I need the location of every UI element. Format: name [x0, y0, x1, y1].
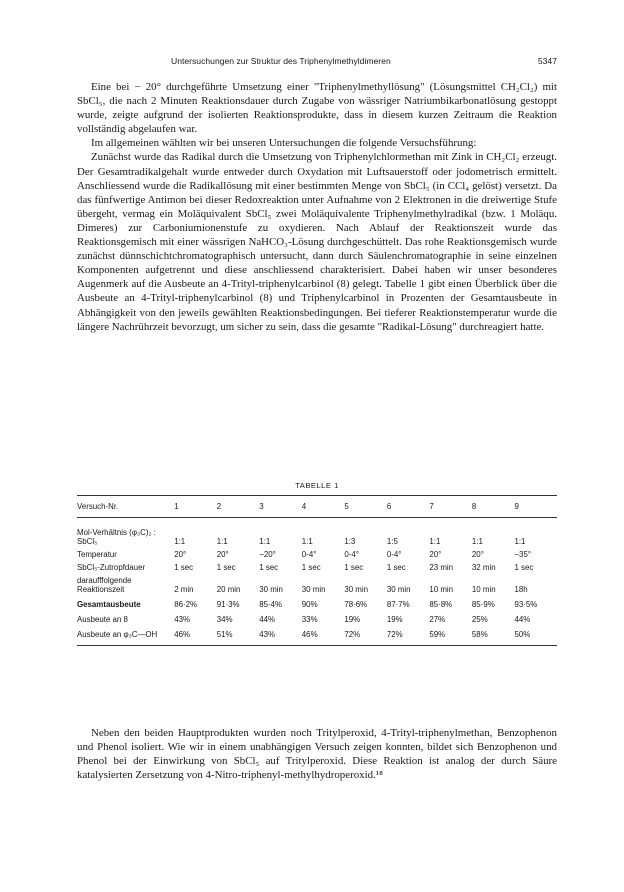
table-column-header: 4 — [302, 496, 345, 518]
table-body — [77, 518, 557, 646]
table-cell: 91·3% — [216, 600, 240, 609]
table-row — [77, 546, 557, 559]
table-cell: 1 sec — [514, 563, 534, 572]
table-cell: 0-4° — [301, 550, 317, 559]
table-cell: 78·6% — [344, 600, 368, 609]
paragraph-procedure: Zunächst wurde das Radikal durch die Umsetzung von Triphenylchlormethan mit Zink in CH₂Cl₂ erzeugt. Der Gesamtradikalgehalt wurde entweder durch Oxydation mit Luftsauerstoff oder jodometrisch ermittelt. Anschliessend wurde die Radikallösung mit einer bestimmten Menge von SbCl₅ (in CCl₄ gelöst) versetzt. Da das fünfwertige Antimon bei dieser Redoxreaktion unter Aufnahme von 2 Elektronen in die dreiwertige Stufe übergeht, vermag ein Moläquivalent SbCl₅ zwei Moläquivalente Triphenylmethylradikal (bzw. 1 Moläqu. Dimeres) zur Carboniumionenstufe zu oxydieren. Nach Ablauf der Reaktionszeit wurde das Reaktionsgemisch mit einer wässrigen NaHCO₃-Lösung durchgeschüttelt. Das rohe Reaktionsgemisch wurde zunächst dünnschichtchromatographisch untersucht, dann durch Säulenchromatographie in seine einzelnen Komponenten aufgetrennt und diese anschliessend charakterisiert. Dabei haben wir unser besonderes Augenmerk auf die Ausbeute an 4-Trityl-triphenylcarbinol (8) gelegt. Tabelle 1 gibt einen Überblick über die Ausbeute an 4-Trityl-triphenylcarbinol (8) und Triphenylcarbinol in Prozenten der Gesamtausbeute in Abhängigkeit von den jeweils gewählten Reaktionsbedingungen. Bei tieferer Reaktionstemperatur wurde die längere Nachrührzeit bevorzugt, um sicher zu sein, dass die gesamte "Radikal-Lösung" durchreagiert hatte. — [77, 151, 557, 333]
table-column-header: 3 — [259, 496, 302, 518]
running-header — [77, 56, 557, 70]
table-row — [77, 609, 557, 624]
table-row-label: SbCl₅-Zutropfdauer — [77, 563, 146, 572]
table-cell: 18h — [514, 585, 528, 594]
table-cell: 2 min — [174, 585, 194, 594]
table-cell: 0-4° — [344, 550, 359, 559]
table-cell: 86·2% — [174, 600, 198, 609]
table-cell: 30 min — [259, 585, 283, 594]
table-cell: 1:5 — [386, 537, 398, 546]
table-row — [77, 594, 557, 609]
table-column-header: 1 — [174, 496, 217, 518]
table-row — [77, 572, 557, 594]
paragraph-intro: Eine bei − 20° durchgeführte Umsetzung einer "Triphenylmethyllösung" (Lösungsmittel CH₂Cl₂) mit SbCl₅, die nach 2 Minuten Reaktionsdauer durch Zugabe von wässriger Natriumbikarbonatlösung gestoppt wurde, zeigte aufgrund der isolierten Reaktionsprodukte, dass in diesem kurzen Zeitraum die Reaktion vollständig abgelaufen war. — [77, 81, 557, 136]
table-cell: 1:1 — [216, 537, 228, 546]
table-column-header: 6 — [387, 496, 430, 518]
table-row-label: Temperatur — [77, 550, 117, 559]
table-cell: 1:1 — [259, 537, 271, 546]
table-column-header: 7 — [429, 496, 472, 518]
table-row-label: Ausbeute an φ₃C—OH — [77, 624, 174, 646]
table-cell: 44% — [514, 615, 531, 624]
table-cell: 90% — [301, 600, 318, 609]
table-cell: 50% — [514, 624, 557, 646]
table-cell: 1:3 — [344, 537, 356, 546]
table-cell: 1:1 — [514, 537, 526, 546]
table-cell: 72% — [344, 624, 387, 646]
table-cell: 1:1 — [301, 537, 313, 546]
table-cell: 43% — [259, 624, 302, 646]
table-cell: 1 sec — [259, 563, 279, 572]
table-cell: 27% — [429, 615, 446, 624]
table-cell: 1:1 — [429, 537, 441, 546]
table-cell: 51% — [217, 624, 260, 646]
running-title: Untersuchungen zur Struktur des Triphenylmethyldimeren — [171, 56, 391, 66]
table-row-label: daraufffolgende Reaktionszeit — [77, 576, 132, 594]
table-cell: 19% — [344, 615, 361, 624]
table-cell: 1 sec — [344, 563, 364, 572]
table-cell: 85·8% — [429, 600, 453, 609]
table-cell: 19% — [386, 615, 403, 624]
table-cell: 1 sec — [216, 563, 236, 572]
table-row-label: Ausbeute an 8 — [77, 615, 128, 624]
page-number: 5347 — [537, 56, 557, 66]
table-cell: 43% — [174, 615, 190, 624]
table-cell: 10 min — [429, 585, 454, 594]
table-row — [77, 518, 557, 547]
paragraph-procedure-lead: Im allgemeinen wählten wir bei unseren Untersuchungen die folgende Versuchsführung: — [91, 137, 477, 150]
results-table — [77, 495, 557, 646]
table-column-header: 9 — [514, 496, 557, 518]
table-cell: 20 min — [216, 585, 241, 594]
paragraph-byproducts: Neben den beiden Hauptprodukten wurden noch Tritylperoxid, 4-Trityl-triphenylmethan, Benzophenon und Phenol isoliert. Wie wir in einem unabhängigen Versuch zeigen konnten, bildet sich Benzophenon und Phenol bei der Einwirkung von SbCl₅ auf Tritylperoxid. Diese Reaktion ist analog der durch Säure katalysierten Zersetzung von 4-Nitro-triphenyl-methylhydroperoxid.¹⁸ — [77, 727, 557, 782]
table-cell: 1:1 — [471, 537, 483, 546]
table-cell: 1:1 — [174, 537, 186, 546]
table-cell: 0-4° — [386, 550, 402, 559]
table-cell: 20° — [216, 550, 229, 559]
table-column-header: 8 — [472, 496, 515, 518]
table-cell: 85·9% — [471, 600, 495, 609]
table-column-header: 5 — [344, 496, 387, 518]
table-column-header: 2 — [217, 496, 260, 518]
table-cell: 72% — [387, 624, 430, 646]
table-row-label: Mol-Verhältnis (φ₃C)₂ : SbCl₅ — [77, 528, 156, 546]
table-cell: 32 min — [471, 563, 496, 572]
table-cell: 20° — [471, 550, 484, 559]
table-cell: 30 min — [344, 585, 369, 594]
table-cell: 46% — [302, 624, 345, 646]
table-cell: 58% — [472, 624, 515, 646]
table-cell: 1 sec — [301, 563, 321, 572]
table-cell: 25% — [471, 615, 488, 624]
table-cell: 23 min — [429, 563, 454, 572]
table-row — [77, 624, 557, 646]
table-cell: 30 min — [386, 585, 411, 594]
table-cell: 10 min — [471, 585, 496, 594]
table-cell: 87·7% — [386, 600, 410, 609]
body-text — [77, 80, 557, 334]
table-cell: 59% — [429, 624, 472, 646]
table-cell: 1 sec — [386, 563, 406, 572]
closing-text — [77, 726, 557, 782]
table-cell: 30 min — [301, 585, 326, 594]
table-cell: 20° — [429, 550, 442, 559]
table-caption: TABELLE 1 — [295, 481, 339, 490]
table-row-label: Gesamtausbeute — [77, 600, 141, 609]
table-cell: −35° — [514, 550, 531, 559]
table-cell: 44% — [259, 615, 276, 624]
table-cell: 46% — [174, 624, 217, 646]
table-cell: 85·4% — [259, 600, 283, 609]
table-cell: 34% — [216, 615, 233, 624]
table-header-label: Versuch-Nr. — [77, 496, 174, 518]
table-cell: −20° — [259, 550, 276, 559]
table-row — [77, 559, 557, 572]
table-header-row — [77, 496, 557, 518]
table-cell: 93·5% — [514, 600, 538, 609]
table-cell: 33% — [301, 615, 318, 624]
table-cell: 20° — [174, 550, 187, 559]
table-cell: 1 sec — [174, 563, 194, 572]
